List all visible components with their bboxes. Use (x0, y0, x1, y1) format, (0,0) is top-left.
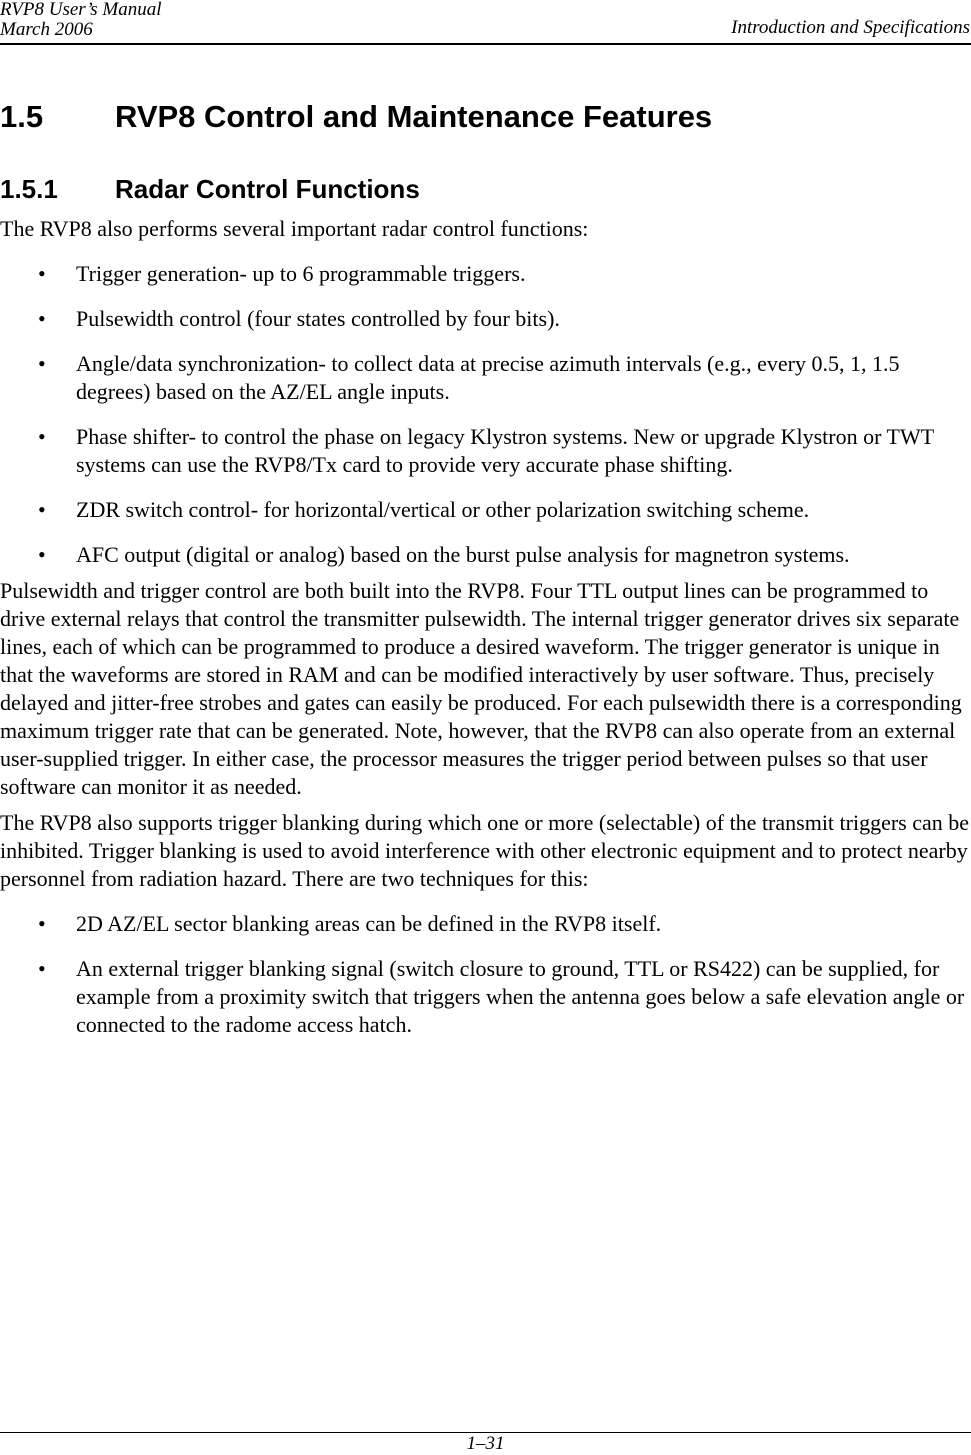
section-title: RVP8 Control and Maintenance Features (115, 99, 713, 134)
page-number: 1–31 (466, 1433, 505, 1454)
bullet-icon: • (38, 542, 46, 567)
intro-paragraph: The RVP8 also performs several important radar control functions: (0, 216, 589, 241)
subsection-number: 1.5.1 (0, 174, 58, 204)
section-number: 1.5 (0, 99, 44, 134)
bullet-icon: • (38, 261, 46, 286)
bullet-icon: • (38, 497, 46, 522)
list-item (0, 423, 971, 479)
list-item-text: Phase shifter- to control the phase on legacy Klystron systems. New or upgrade Klystron or TWT systems can use the RVP8/Tx card to provide very accurate phase shifting. (76, 424, 934, 477)
list-item-text: Trigger generation- up to 6 programmable triggers. (76, 261, 526, 286)
subsection-heading (0, 173, 971, 205)
bullet-icon: • (38, 911, 46, 936)
list-item (0, 955, 971, 1039)
list-item (0, 910, 971, 938)
list-item (0, 496, 971, 524)
list-item-text: Angle/data synchronization- to collect data at precise azimuth intervals (e.g., every 0.5, 1, 1.5 degrees) based on the AZ/EL angle inputs. (76, 351, 900, 404)
list-item-text: ZDR switch control- for horizontal/vertical or other polarization switching scheme. (76, 497, 810, 522)
manual-title: RVP8 User’s Manual (0, 0, 162, 20)
manual-date: March 2006 (0, 19, 93, 40)
control-functions-list (0, 260, 971, 569)
header-left (0, 0, 162, 40)
blanking-techniques-list (0, 910, 971, 1039)
page-header (0, 0, 971, 45)
list-item (0, 350, 971, 406)
page-footer (0, 1432, 971, 1455)
subsection-title: Radar Control Functions (115, 174, 420, 204)
bullet-icon: • (38, 351, 46, 376)
list-item (0, 305, 971, 333)
bullet-icon: • (38, 306, 46, 331)
chapter-title: Introduction and Specifications (731, 17, 970, 38)
bullet-icon: • (38, 956, 46, 981)
list-item (0, 260, 971, 288)
section-heading (0, 98, 971, 136)
list-item-text: 2D AZ/EL sector blanking areas can be defined in the RVP8 itself. (76, 911, 662, 936)
page-content (0, 98, 971, 1039)
list-item-text: AFC output (digital or analog) based on the burst pulse analysis for magnetron systems. (76, 542, 850, 567)
bullet-icon: • (38, 424, 46, 449)
list-item (0, 541, 971, 569)
list-item-text: An external trigger blanking signal (switch closure to ground, TTL or RS422) can be supplied, for example from a proximity switch that triggers when the antenna goes below a safe elevation angle or connected to the radome access hatch. (76, 956, 965, 1037)
blanking-paragraph: The RVP8 also supports trigger blanking during which one or more (selectable) of the transmit triggers can be inhibited. Trigger blanking is used to avoid interference with other electronic equipment and to protect nearby personnel from radiation hazard. There are two techniques for this: (0, 810, 970, 891)
list-item-text: Pulsewidth control (four states controlled by four bits). (76, 306, 560, 331)
pulsewidth-paragraph: Pulsewidth and trigger control are both built into the RVP8. Four TTL output lines can be programmed to drive external relays that control the transmitter pulsewidth. The internal trigger generator drives six separate lines, each of which can be programmed to produce a desired waveform. The trigger generator is unique in that the waveforms are stored in RAM and can be modified interactively by user software. Thus, precisely delayed and jitter-free strobes and gates can easily be produced. For each pulsewidth there is a corresponding maximum trigger rate that can be generated. Note, however, that the RVP8 can also operate from an external user-supplied trigger. In either case, the processor measures the trigger period between pulses so that user software can monitor it as needed. (0, 578, 962, 799)
